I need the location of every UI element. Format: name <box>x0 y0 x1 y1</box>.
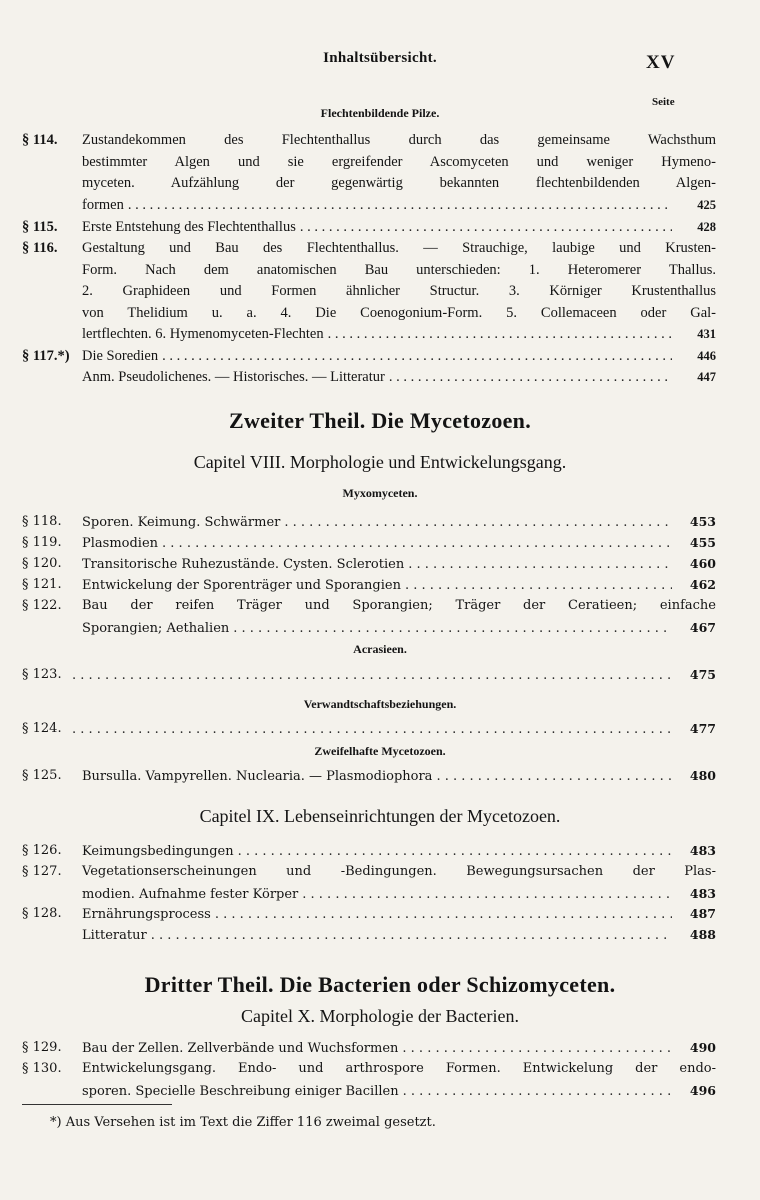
leader-dots <box>408 554 672 576</box>
page-ref: 483 <box>689 885 716 901</box>
page-ref: 475 <box>689 667 716 682</box>
leader-dots <box>162 533 672 555</box>
page-ref: 431 <box>697 327 716 342</box>
toc-entry-121[interactable] <box>22 574 716 597</box>
section-number: § 121. <box>22 577 62 592</box>
toc-entry-127[interactable] <box>22 861 716 905</box>
entry-line: lertflechten. 6. Hymenomyceten-Flechten <box>82 326 324 343</box>
leader-dots <box>302 884 672 906</box>
entry-line: sporen. Specielle Beschreibung einiger Bacillen <box>82 1083 399 1099</box>
leader-dots <box>72 665 672 687</box>
entry-line: Gestaltung und Bau des Flechtenthallus. — Strauchige, laubige und Krusten- <box>82 240 716 256</box>
page-ref: 480 <box>689 768 716 783</box>
page-ref: 455 <box>689 535 716 550</box>
leader-dots <box>162 346 672 368</box>
leader-dots <box>389 367 672 389</box>
entry-title: Anm. Pseudolichenes. — Historisches. — Litteratur <box>82 369 385 385</box>
toc-entry-119[interactable] <box>22 532 716 555</box>
toc-entry-123[interactable] <box>22 664 716 687</box>
page-ref: 488 <box>689 927 716 942</box>
leader-dots <box>238 841 672 863</box>
entry-line: Entwickelungsgang. Endo- und arthrospore Formen. Entwickelung der endo- <box>82 1061 716 1076</box>
toc-entry-124[interactable] <box>22 718 716 741</box>
chapter-heading-8: Capitel VIII. Morphologie und Entwickelungsgang. <box>193 452 567 472</box>
entry-title: Transitorische Ruhezustände. Cysten. Sclerotien <box>82 557 405 572</box>
entry-title: Bursulla. Vampyrellen. Nuclearia. — Plasmodiophora <box>82 769 433 784</box>
toc-entry-114[interactable] <box>22 130 716 216</box>
page-ref: 496 <box>689 1082 716 1098</box>
toc-entry-129[interactable] <box>22 1037 716 1060</box>
section-number: § 122. <box>22 598 62 613</box>
page-ref: 446 <box>697 349 716 363</box>
subheading-acrasieen: Acrasieen. <box>353 642 407 656</box>
leader-dots <box>215 904 672 926</box>
page-ref: 447 <box>697 370 716 384</box>
toc-entry-115[interactable] <box>22 217 716 239</box>
entry-line: myceten. Aufzählung der gegenwärtig bekannten flechtenbildenden Algen- <box>82 175 716 192</box>
toc-entry-125[interactable] <box>22 765 716 788</box>
page-ref: 487 <box>689 906 716 921</box>
entry-line: Form. Nach dem anatomischen Bau unterschieden: 1. Heteromerer Thallus. <box>82 261 716 278</box>
page-ref: 462 <box>689 577 716 592</box>
section-number: § 119. <box>22 535 62 550</box>
section-number: § 127. <box>22 864 62 879</box>
section-number: § 129. <box>22 1040 62 1055</box>
leader-dots <box>128 195 672 217</box>
leader-dots <box>300 217 672 239</box>
page-ref: 460 <box>689 556 716 571</box>
toc-entry-118[interactable] <box>22 511 716 534</box>
section-number: § 124. <box>22 721 62 736</box>
footnote-rule <box>22 1104 172 1105</box>
leader-dots <box>328 324 672 346</box>
subheading-zweifelhafte-mycetozoen: Zweifelhafte Mycetozoen. <box>314 744 446 758</box>
toc-entry-126[interactable] <box>22 840 716 863</box>
entry-title: Plasmodien <box>82 536 159 551</box>
toc-entry-130[interactable] <box>22 1058 716 1102</box>
chapter-heading-10: Capitel X. Morphologie der Bacterien. <box>241 1006 519 1026</box>
section-number: § 125. <box>22 768 62 783</box>
section-number: § 118. <box>22 514 62 529</box>
subheading-verwandtschaftsbeziehungen: Verwandtschaftsbeziehungen. <box>303 697 457 711</box>
entry-line: Vegetationserscheinungen und -Bedingungen. Bewegungsursachen der Plas- <box>82 864 716 879</box>
entry-line: Sporangien; Aethalien <box>82 620 230 636</box>
entry-title: Entwickelung der Sporenträger und Sporangien <box>82 578 401 593</box>
leader-dots <box>284 512 672 534</box>
section-number: § 128. <box>22 906 62 921</box>
page-ref: 490 <box>689 1040 716 1055</box>
page-ref: 425 <box>697 197 716 212</box>
entry-title: Erste Entstehung des Flechtenthallus <box>82 219 296 235</box>
leader-dots <box>151 925 672 947</box>
part-heading-3: Dritter Theil. Die Bacterien oder Schizomyceten. <box>144 972 616 997</box>
entry-title: Sporen. Keimung. Schwärmer <box>82 515 281 530</box>
part-heading-2: Zweiter Theil. Die Mycetozoen. <box>228 408 532 433</box>
entry-title: Litteratur <box>82 928 147 943</box>
page-number: XV <box>646 52 676 73</box>
toc-entry-120[interactable] <box>22 553 716 576</box>
section-number: § 114. <box>22 132 58 148</box>
entry-title: Keimungsbedingungen <box>82 844 234 859</box>
toc-entry-128[interactable] <box>22 903 716 926</box>
page-ref: 483 <box>689 843 716 858</box>
section-number: § 123. <box>22 667 62 682</box>
leader-dots <box>436 766 672 788</box>
subheading-flechtenbildende-pilze: Flechtenbildende Pilze. <box>320 106 440 120</box>
seite-label: Seite <box>652 96 675 108</box>
entry-line: von Thelidium u. a. 4. Die Coenogonium-Form. 5. Collemaceen oder Gal- <box>82 304 716 321</box>
page-ref: 467 <box>689 619 716 635</box>
chapter-heading-9: Capitel IX. Lebenseinrichtungen der Mycetozoen. <box>199 806 561 826</box>
section-number: § 130. <box>22 1061 62 1076</box>
leader-dots <box>403 1081 672 1103</box>
entry-line: Zustandekommen des Flechtenthallus durch das gemeinsame Wachsthum <box>82 132 716 148</box>
toc-entry-128-litteratur[interactable] <box>22 924 716 947</box>
footnote: *) Aus Versehen ist im Text die Ziffer 116 zweimal gesetzt. <box>50 1115 436 1130</box>
section-number: § 126. <box>22 843 62 858</box>
entry-line: 2. Graphideen und Formen ähnlicher Structur. 3. Körniger Krustenthallus <box>82 283 716 300</box>
toc-entry-117[interactable] <box>22 346 716 368</box>
leader-dots <box>402 1038 672 1060</box>
page-ref: 477 <box>689 721 716 736</box>
entry-title: Ernährungsprocess <box>82 907 211 922</box>
toc-entry-117-anm[interactable] <box>22 367 716 389</box>
toc-entry-116[interactable] <box>22 238 716 346</box>
toc-entry-122[interactable] <box>22 595 716 639</box>
entry-line: Bau der reifen Träger und Sporangien; Träger der Ceratieen; einfache <box>82 598 716 613</box>
entry-line: formen <box>82 196 124 213</box>
leader-dots <box>233 618 672 640</box>
entry-line: modien. Aufnahme fester Körper <box>82 886 299 902</box>
leader-dots <box>72 719 672 741</box>
page-ref: 428 <box>697 220 716 234</box>
leader-dots <box>405 575 672 597</box>
page-ref: 453 <box>689 514 716 529</box>
section-number: § 115. <box>22 219 58 235</box>
entry-title: Bau der Zellen. Zellverbände und Wuchsformen <box>82 1041 399 1056</box>
section-number: § 116. <box>22 240 58 256</box>
entry-title: Die Soredien <box>82 348 159 364</box>
section-number: § 117.*) <box>22 348 70 364</box>
section-number: § 120. <box>22 556 62 571</box>
running-head: Inhaltsübersicht. <box>323 50 437 66</box>
entry-line: bestimmter Algen und sie ergreifender Ascomyceten und weniger Hymeno- <box>82 153 716 170</box>
subheading-myxomyceten: Myxomyceten. <box>342 486 418 500</box>
